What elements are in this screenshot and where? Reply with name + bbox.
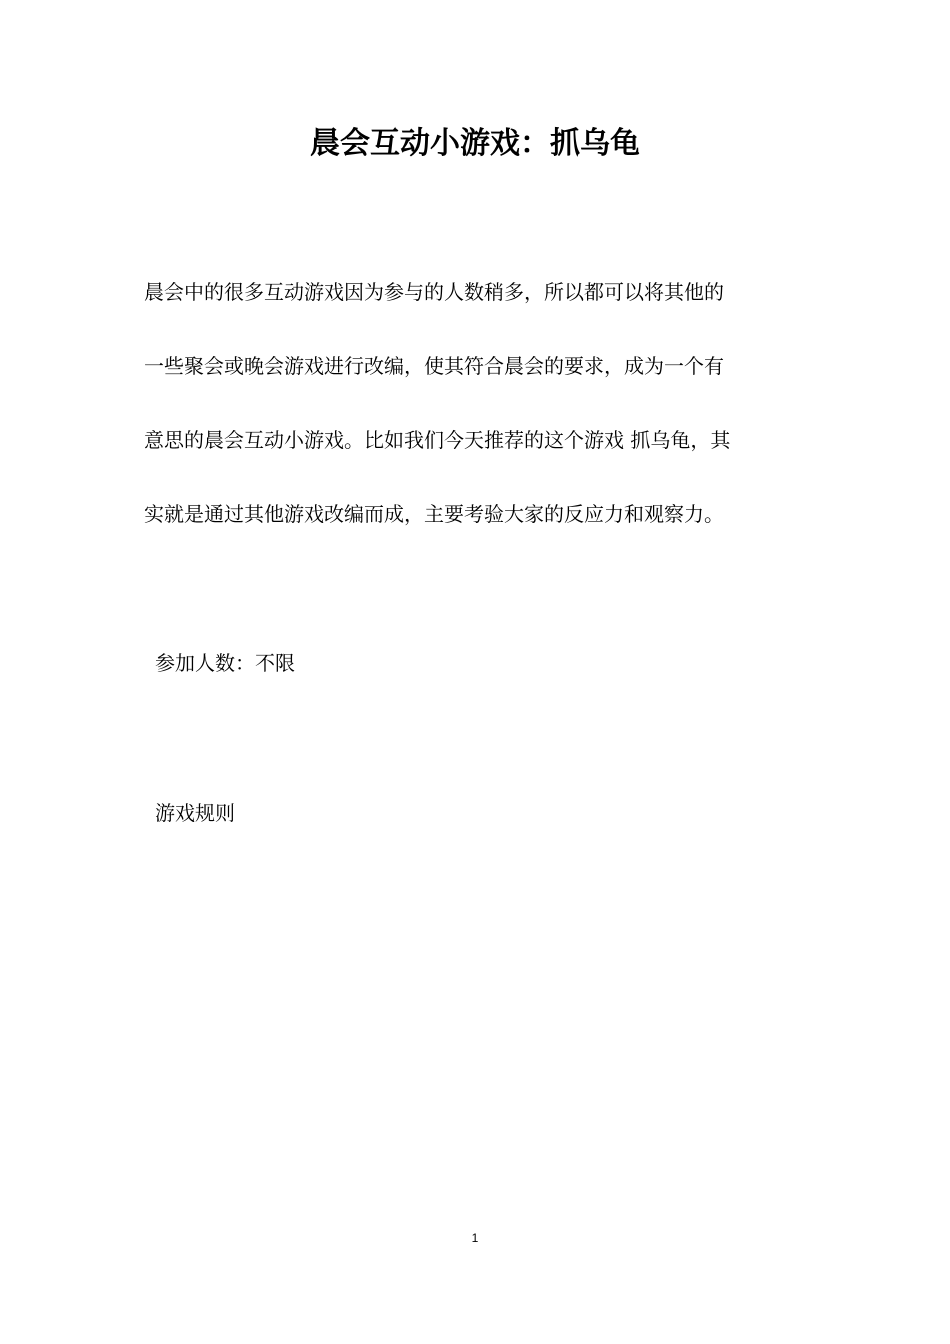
page-number: 1 — [471, 1231, 479, 1245]
intro-line-2: 一些聚会或晚会游戏进行改编，使其符合晨会的要求，成为一个有 — [144, 354, 724, 378]
intro-line-1: 晨会中的很多互动游戏因为参与的人数稍多，所以都可以将其他的 — [144, 280, 724, 304]
document-title: 晨会互动小游戏：抓乌龟 — [310, 126, 640, 161]
intro-line-3: 意思的晨会互动小游戏。比如我们今天推荐的这个游戏 抓乌龟，其 — [144, 428, 731, 452]
participants-line: 参加人数：不限 — [155, 651, 295, 675]
intro-line-4: 实就是通过其他游戏改编而成，主要考验大家的反应力和观察力。 — [144, 502, 724, 526]
rules-heading: 游戏规则 — [155, 801, 235, 825]
